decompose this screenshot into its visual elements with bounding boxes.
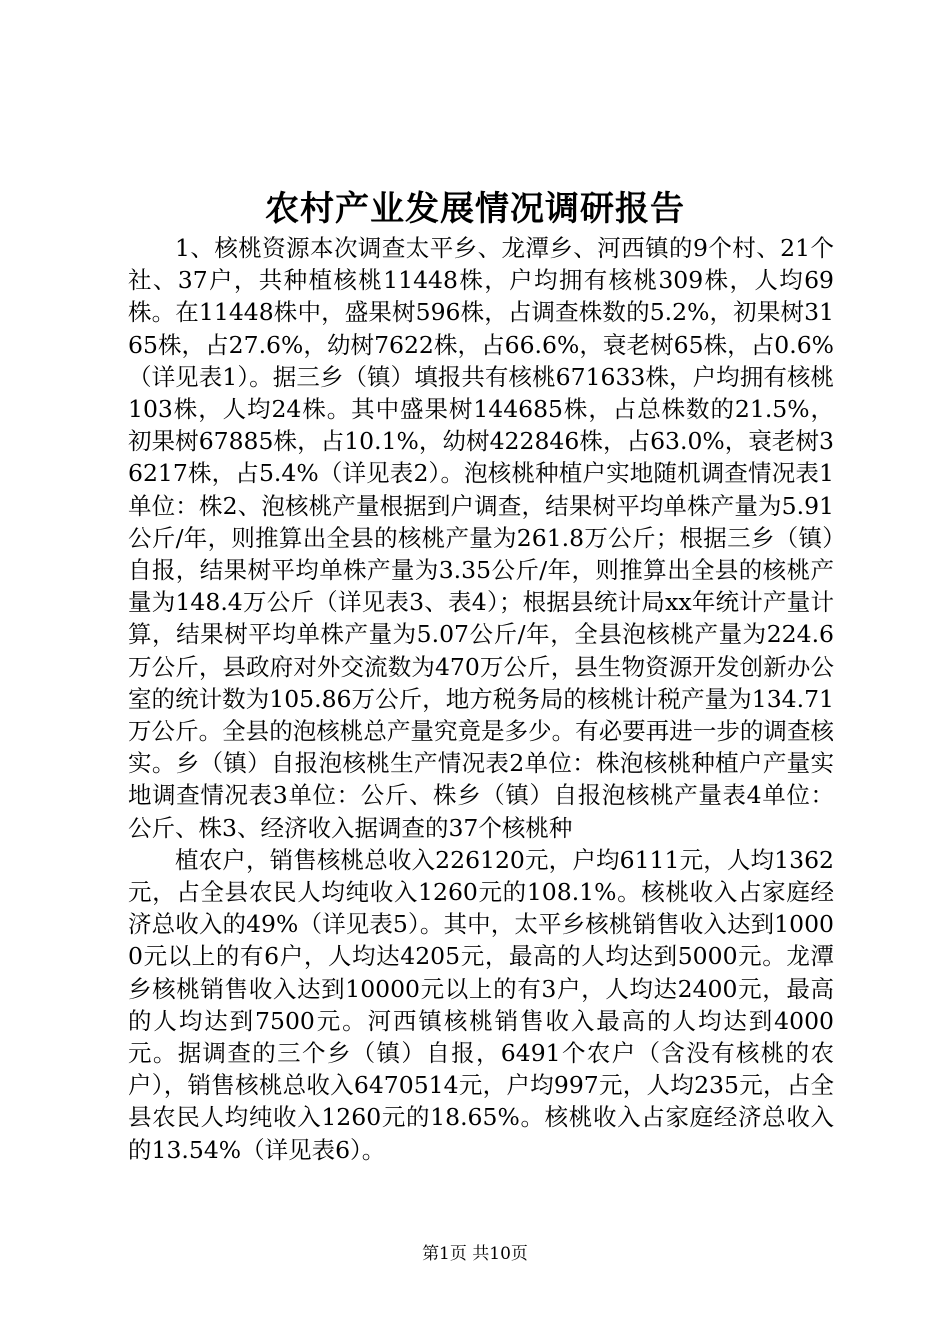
page-number-footer: 第1页 共10页 [422,1244,528,1264]
document-body [128,232,834,1166]
paragraph: 1、核桃资源本次调查太平乡、龙潭乡、河西镇的9个村、21个社、37户，共种植核桃11448株，户均拥有核桃309株，人均69株。在11448株中，盛果树596株，占调查株数的5.2%，初果树3165株，占27.6%，幼树7622株，占66.6%，衰老树65株，占0.6%（详见表1）。据三乡（镇）填报共有核桃671633株，户均拥有核桃103株，人均24株。其中盛果树144685株，占总株数的21.5%，初果树67885株，占10.1%，幼树422846株，占63.0%，衰老树36217株，占5.4%（详见表2）。泡核桃种植户实地随机调查情况表1单位：株2、泡核桃产量根据到户调查，结果树平均单株产量为5.91公斤/年，则推算出全县的核桃产量为261.8万公斤；根据三乡（镇）自报，结果树平均单株产量为3.35公斤/年，则推算出全县的核桃产量为148.4万公斤（详见表3、表4）；根据县统计局xx年统计产量计算，结果树平均单株产量为5.07公斤/年，全县泡核桃产量为224.6万公斤，县政府对外交流数为470万公斤，县生物资源开发创新办公室的统计数为105.86万公斤，地方税务局的核桃计税产量为134.71万公斤。全县的泡核桃总产量究竟是多少。有必要再进一步的调查核实。乡（镇）自报泡核桃生产情况表2单位：株泡核桃种植户产量实地调查情况表3单位：公斤、株乡（镇）自报泡核桃产量表4单位：公斤、株3、经济收入据调查的37个核桃种 [128,234,834,842]
paragraph: 植农户，销售核桃总收入226120元，户均6111元，人均1362元，占全县农民人均纯收入1260元的108.1%。核桃收入占家庭经济总收入的49%（详见表5）。其中，太平乡核桃销售收入达到10000元以上的有6户，人均达4205元，最高的人均达到5000元。龙潭乡核桃销售收入达到10000元以上的有3户，人均达2400元，最高的人均达到7500元。河西镇核桃销售收入最高的人均达到4000元。据调查的三个乡（镇）自报，6491个农户（含没有核桃的农户），销售核桃总收入6470514元，户均997元，人均235元，占全县农民人均纯收入1260元的18.65%。核桃收入占家庭经济总收入的13.54%（详见表6）。 [128,845,834,1164]
document-title: 农村产业发展情况调研报告 [265,189,685,229]
